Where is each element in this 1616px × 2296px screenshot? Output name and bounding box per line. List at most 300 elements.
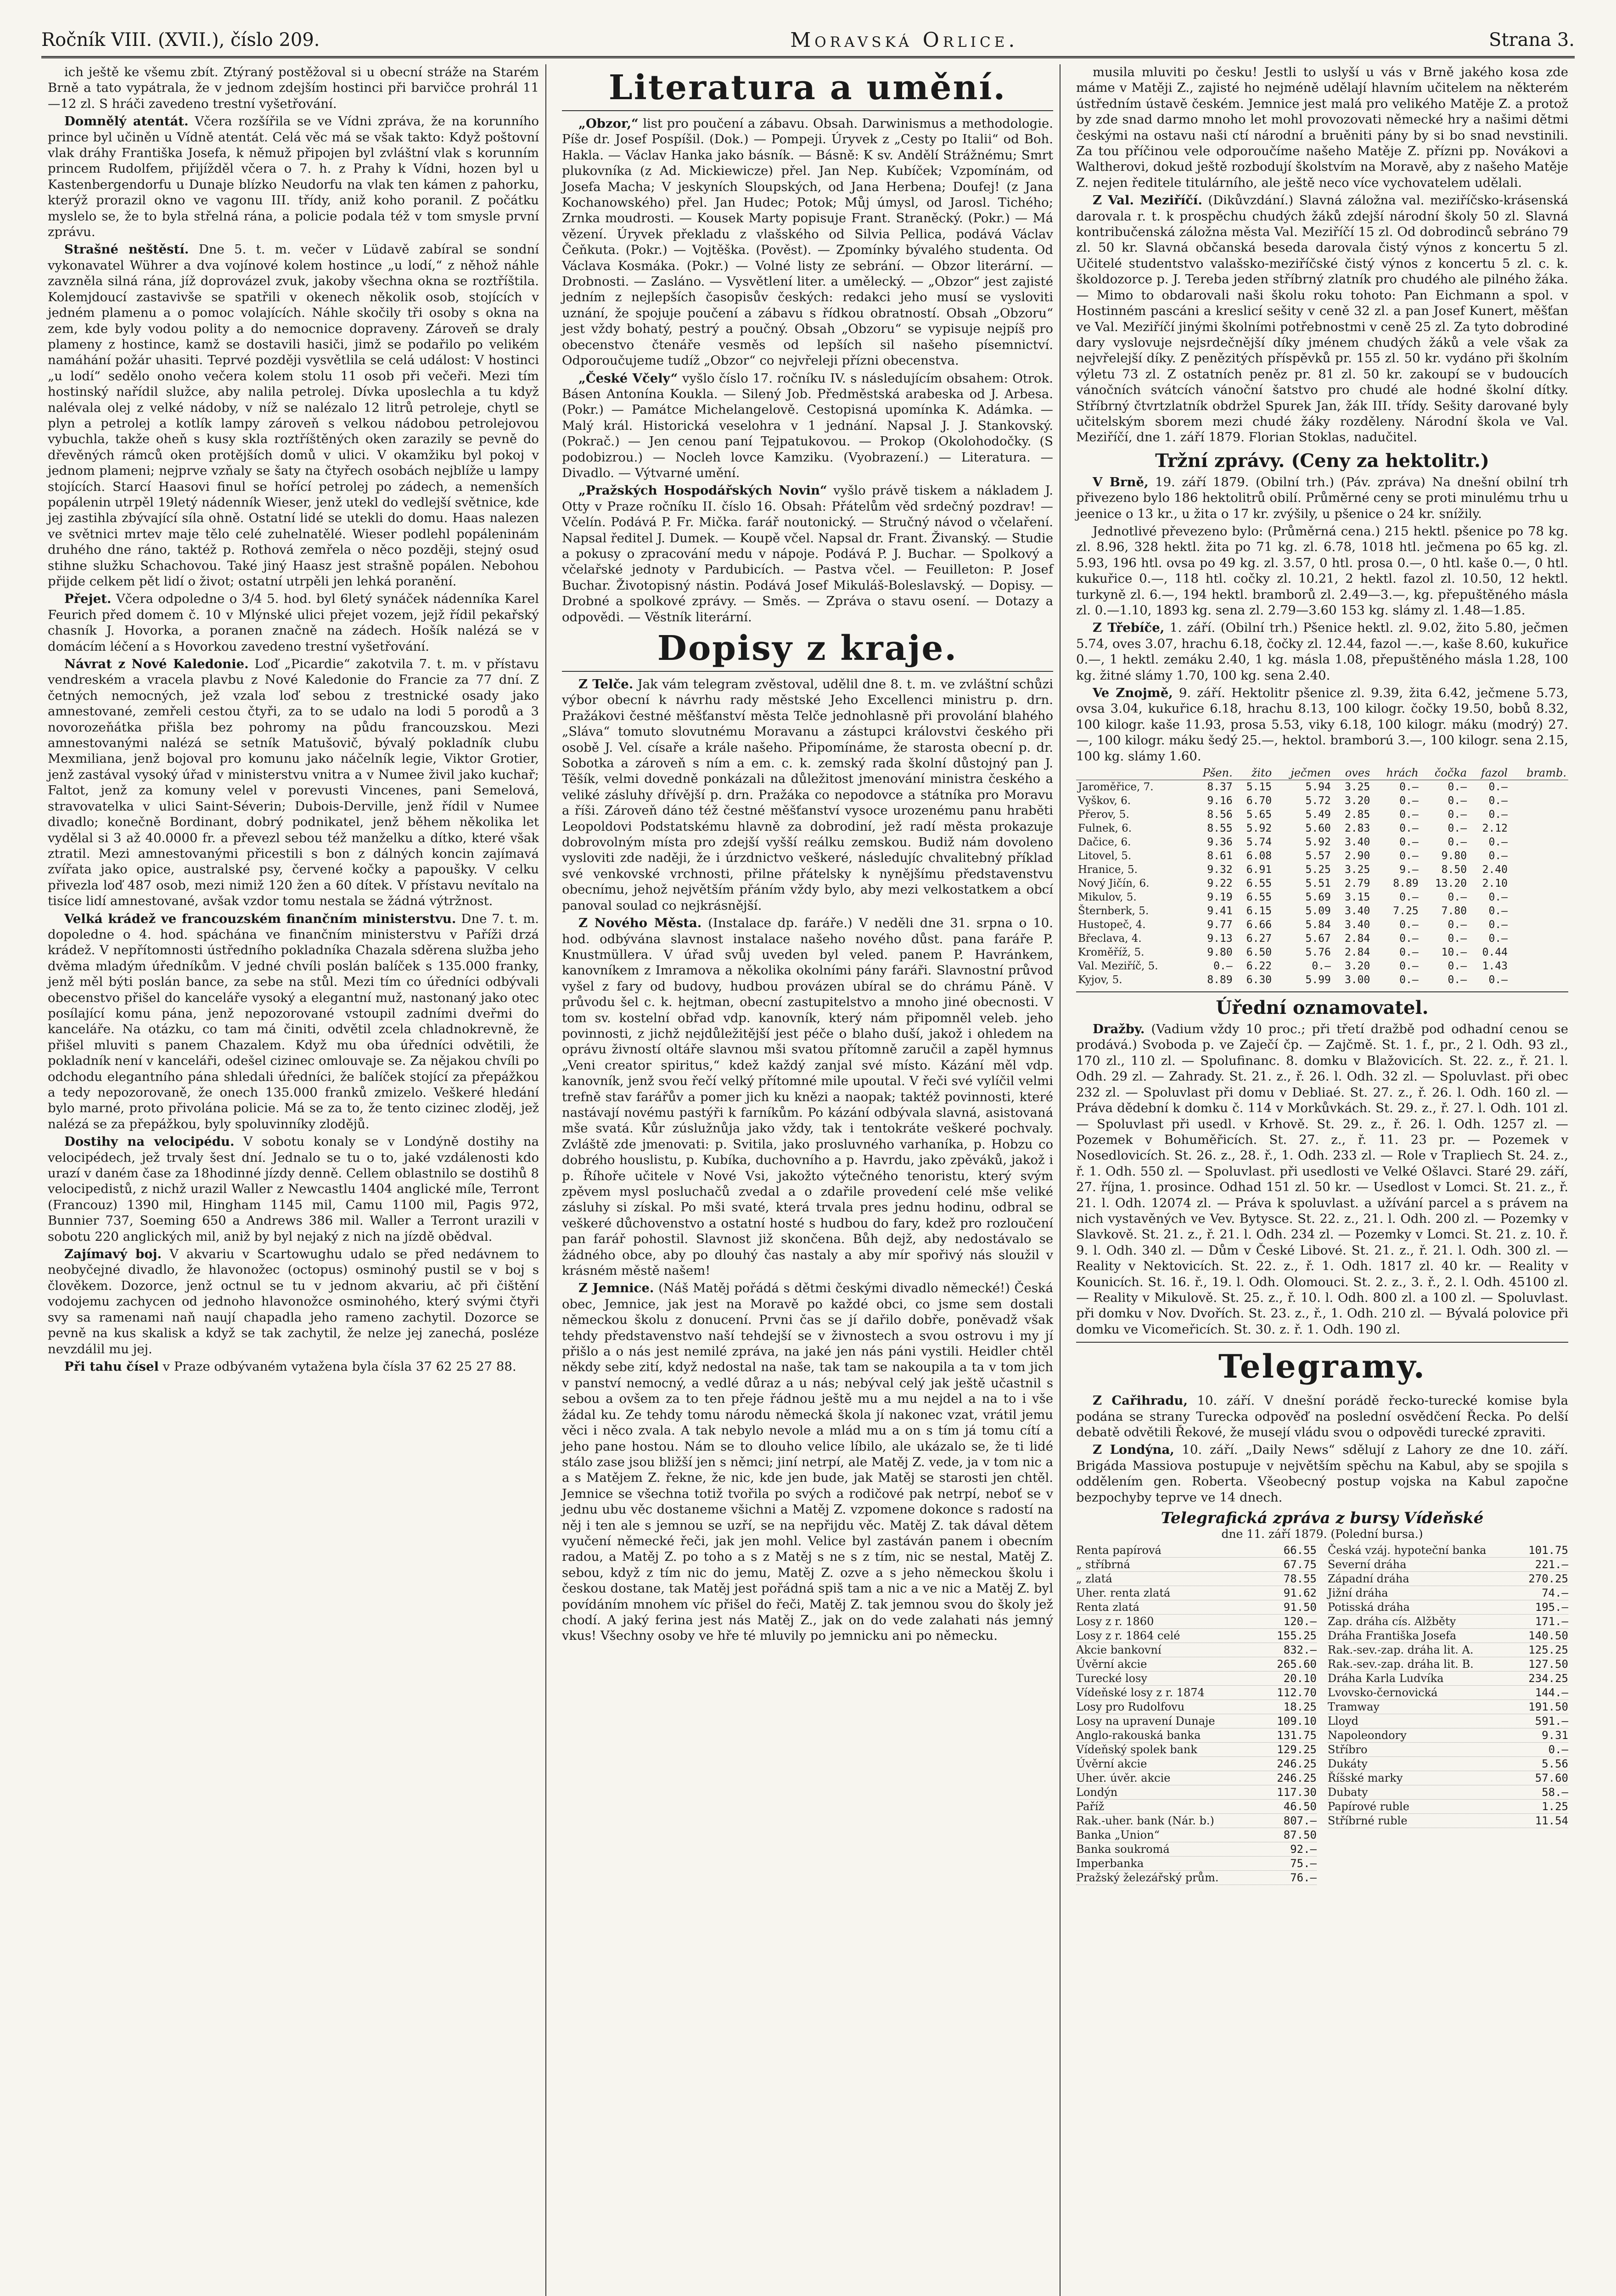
bourse-value: 66.55 (1283, 1544, 1317, 1557)
table-cell: 7.80 (1441, 905, 1467, 917)
bourse-label: Potisská dráha (1328, 1601, 1410, 1614)
bourse-row (1076, 1586, 1317, 1600)
table-cell (1509, 945, 1568, 959)
telegrams-title: Telegramy. (1218, 1347, 1426, 1386)
bourse-label: Tramway (1328, 1700, 1380, 1714)
bourse-table (1076, 1543, 1568, 1885)
table-cell (1509, 959, 1568, 973)
article-paragraph (48, 242, 539, 589)
article-heading: Z Cařihradu, (1093, 1393, 1188, 1408)
article-text: 10. září. „Daily News“ sdělují z Lahory ze dne 10. září. Brigáda Massiova postupuje v největším spěchu na Kabul, aby se spojila s oddělením gen. Roberta. Všeobecný postup vojska na Kabul započne bezpochyby teprve ve 14 dnech. (1076, 1442, 1569, 1505)
article-text: v Praze odbývaném vytažena byla čísla 37 62 25 27 88. (163, 1359, 516, 1374)
article-paragraph (48, 1246, 539, 1357)
bourse-row (1328, 1643, 1568, 1657)
article-paragraph (562, 1280, 1053, 1643)
bourse-label: Londýn (1076, 1786, 1118, 1799)
bourse-row (1076, 1771, 1317, 1785)
table-cell: 0.— (1488, 795, 1508, 807)
table-cell: 13.20 (1435, 878, 1467, 890)
column-header: fazol (1469, 766, 1509, 780)
table-cell: 9.80 (1207, 946, 1233, 959)
table-cell: 6.55 (1246, 891, 1272, 904)
article-paragraph (1076, 620, 1568, 683)
table-cell: 0.— (1488, 891, 1508, 904)
article-paragraph (48, 64, 539, 112)
column-3-intro (1076, 64, 1568, 445)
bourse-value: 191.50 (1528, 1700, 1568, 1714)
literature-articles (562, 116, 1053, 625)
bourse-label: Rak.-sev.-zap. dráha lit. B. (1328, 1658, 1474, 1671)
bourse-value: 155.25 (1277, 1629, 1317, 1643)
table-cell: 9.22 (1207, 878, 1233, 890)
bourse-row (1076, 1671, 1317, 1686)
table-row (1076, 877, 1568, 890)
article-heading: Domnělý atentát. (64, 114, 189, 129)
article-paragraph (1076, 1021, 1568, 1337)
article-text: (Instalace dp. faráře.) V neděli dne 31. srpna o 10. hod. odbývána slavnost instalace našeho nového důst. pana faráře P. Knustmüllera. V úřad svůj uveden byl veled. panem P. Havránkem, kanovníkem z Imramova a několika okolními pány faráři. Slavnostní průvod vyšel z fary od budovy, hudbou provázen ubíral se do chrámu Páně. V průvodu šel c. k. hejtman, obecní zastupitelstvo a mnoho jiné obecnosti. V tom sv. kostelní obřad vdp. kanovník, který nám připomněl veleb. jeho povinnosti, z jichž nejdůležitější jest péče o blaho duší, jakož i ohledem na oprávu živností oltáře slavnou mši svatou přítomně zaručil a zapěl hymnus „Veni creator spiritus,“ kdež každý zanjal své místo. Kázání měl vdp. kanovník, jenž svou řečí velký přítomné mile upoutal. V řeči své vylíčil velmi trefně stav farářův a pomer jich ku knězi a naopak; taktéž povinnosti, které nastávají novému pastýři k farníkům. Po kázání odbývala slavná, asistovaná mše svatá. Kůr zúslužnůja jako vždy, tak i tentokráte veškeré pochvaly. Zvláště zde jmenovati: p. Svitila, jako prosluvného varhaníka, p. Hobzu co dobrého houslistu, p. Kubíka, duchovního a p. Havrdu, jako zpěváků, jakož i p. Říhoře učitele v Nové Vsi, jakožto výtečného tenoristu, který svým zpěvem mysl posluchačů zvedal a o zdařile provedení celé mše veliké zásluhy si získal. Po mši svaté, která trvala pres jednu hodinu, odbral se veškeré důchovenstvo a ostatní hosté s hudbou do fary, kdež pro rozloučení pan farář pohostil. Slavnost již skončena. Bůh dejž, aby nedostávalo se žádného obce, aby po dlouhý čas nastaly a aby mír spořivý nás sloužil v krásném městě našem! (562, 916, 1053, 1278)
bourse-label: Vídeňský spolek bank (1076, 1743, 1197, 1756)
bourse-row (1076, 1700, 1317, 1714)
table-cell: 0.— (1399, 891, 1419, 904)
table-cell: 0.— (1448, 795, 1467, 807)
table-cell: 0.— (1488, 809, 1508, 821)
table-cell: 5.65 (1246, 809, 1272, 821)
bourse-row (1328, 1600, 1568, 1615)
bourse-label: Stříbrné ruble (1328, 1814, 1408, 1828)
table-cell: 0.— (1312, 960, 1331, 973)
table-cell: 0.— (1488, 933, 1508, 945)
bourse-label: Dukáty (1328, 1757, 1368, 1771)
bourse-label: Lloyd (1328, 1715, 1358, 1728)
table-cell: 3.20 (1344, 795, 1370, 807)
article-text: Loď „Picardie“ zakotvila 7. t. m. v přístavu vendreském a vracela plavbu z Nové Kaledonie do Francie za 77 dní. Z četných nemocných, jež vzala loď sebou z trestnické osady jako amnestované, zemřeli cestou čtyři, za to se udalo na lodi 5 porodů a 3 novorozeňátka přišla bez pohromy na půdu francouzskou. Mezi amnestovanými nalézá se setník Matušovič, bývalý pokladník clubu Mexmiliana, jenž bojoval pro komunu jako náčelník legie, Viktor Grotier, jenž zastával vysoký úřad v ministerstvu vnitra a v Numee živil jako kuchař; Faltot, jenž za komuny velel v porevusti Vincenes, pani Semelová, stravovatelka v ulici Saint-Séverin; Dubois-Derville, jenž řídil v Numee divadlo; konečně Bordinant, dobrý podnikatel, jenž během několika let vydělal si 3 až 40.0000 fr. a převezl sebou též manželku a dítko, které však ztratil. Mezi amnestovanými přicestili s bon z dálných koncin zajímavá zvířata jako opice, australské psy, červené kočky a papoušky. V celku přivezla loď 487 osob, mezi nimiž 120 žen a 60 dítek. V přístavu nevítalo na tisíce lidí amnestované, avšak vzdor tomu nestala se žádná výtržnost. (48, 657, 539, 909)
table-cell: 0.— (1448, 919, 1467, 931)
bourse-value: 125.25 (1528, 1643, 1568, 1657)
table-cell: 5.69 (1305, 891, 1331, 904)
bourse-label: Losy z r. 1864 celé (1076, 1629, 1180, 1643)
table-cell: 0.— (1399, 850, 1419, 862)
table-cell: 0.— (1399, 795, 1419, 807)
table-row (1076, 780, 1568, 794)
bourse-value: 120.— (1283, 1615, 1317, 1628)
bourse-row (1328, 1814, 1568, 1828)
bourse-row (1328, 1800, 1568, 1814)
article-heading: „České Včely“ (578, 371, 678, 386)
ads-title: Úřední oznamovatel. (1216, 997, 1429, 1019)
bourse-value: 9.31 (1542, 1729, 1568, 1742)
bourse-row (1328, 1657, 1568, 1671)
bourse-value: 265.60 (1277, 1658, 1317, 1671)
table-cell: 5.99 (1305, 974, 1331, 986)
article-paragraph (562, 676, 1053, 913)
section-title-letters: Dopisy z kraje. (562, 629, 1053, 672)
bourse-value: 112.70 (1277, 1686, 1317, 1699)
bourse-label: Vídeňské losy z r. 1874 (1076, 1686, 1205, 1699)
bourse-value: 270.25 (1528, 1572, 1568, 1586)
bourse-value: 807.— (1283, 1814, 1317, 1828)
bourse-row (1076, 1743, 1317, 1757)
table-cell: 3.15 (1344, 891, 1370, 904)
bourse-row (1076, 1828, 1317, 1842)
bourse-value: 129.25 (1277, 1743, 1317, 1756)
table-cell: 3.40 (1344, 836, 1370, 849)
bourse-label: Úvěrní akcie (1076, 1757, 1147, 1771)
table-cell: Kroměříž, 5. (1078, 946, 1145, 959)
table-cell: Litovel, 5. (1078, 850, 1132, 862)
table-cell: 6.70 (1246, 795, 1272, 807)
table-cell: 5.25 (1305, 864, 1331, 876)
table-cell: 9.80 (1441, 850, 1467, 862)
bourse-row (1076, 1600, 1317, 1615)
table-cell: 3.00 (1344, 974, 1370, 986)
bourse-row (1076, 1643, 1317, 1657)
article-heading: Přejet. (64, 591, 112, 607)
article-paragraph (48, 1359, 539, 1374)
table-cell: 10.— (1441, 946, 1467, 959)
divider (1076, 991, 1568, 992)
bourse-value: 144.— (1535, 1686, 1568, 1699)
newspaper-title: Moravská Orlice. (790, 28, 1019, 52)
table-cell: 5.51 (1305, 878, 1331, 890)
article-text: vyšlo číslo 17. ročníku IV. s následujícím obsahem: Otrok. Básen Antonína Koukla. — Silený Job. Předměstská arabeska od J. Arbesa. (Pokr.) — Památce Michelangelově. Cestopisná upomínka K. Adámka. — Malý král. Historická veselohra v 1 jednání. Napsal J. J. Stankovský. (Pokrač.) — Jen cenou paní Tejpatukovou. — Prokop (Okolohodočky. (S podobizrou.) — Nocleh lovce Kamziku. (Vyobrazení.) — Literatura. — Divadlo. — Výtvarné umění. (562, 371, 1054, 480)
column-header: bramb. (1509, 766, 1568, 780)
column-2 (556, 64, 1060, 2296)
bourse-value: 221.— (1535, 1558, 1568, 1571)
table-cell: 0.— (1213, 960, 1233, 973)
bourse-label: Zap. dráha cís. Alžběty (1328, 1615, 1456, 1628)
table-cell: 0.— (1448, 809, 1467, 821)
table-cell: 5.09 (1305, 905, 1331, 917)
bourse-label: Dráha Františka Josefa (1328, 1629, 1457, 1643)
article-heading: Strašné neštěstí. (64, 242, 189, 257)
table-cell: 6.91 (1246, 864, 1272, 876)
table-cell: 6.30 (1246, 974, 1272, 986)
table-cell: 2.83 (1344, 822, 1370, 835)
bourse-row (1328, 1615, 1568, 1629)
table-cell: 9.— (1399, 864, 1419, 876)
table-row (1076, 918, 1568, 932)
bourse-row (1328, 1757, 1568, 1771)
article-heading: Ve Znojmě, (1093, 686, 1173, 701)
table-cell (1509, 780, 1568, 794)
bourse-row (1076, 1657, 1317, 1671)
article-paragraph (1076, 1393, 1568, 1440)
table-cell: 8.89 (1393, 878, 1419, 890)
table-cell: 2.90 (1344, 850, 1370, 862)
table-cell (1509, 904, 1568, 918)
bourse-label: Napoleondory (1328, 1729, 1407, 1742)
table-cell: 0.— (1488, 836, 1508, 849)
bourse-value: 246.25 (1277, 1757, 1317, 1771)
bourse-value: 74.— (1542, 1587, 1568, 1600)
bourse-label: Pražský železářský prům. (1076, 1871, 1219, 1885)
bourse-value: 1.25 (1542, 1800, 1568, 1813)
table-cell (1509, 794, 1568, 808)
table-cell: 2.85 (1344, 809, 1370, 821)
bourse-label: Úvěrní akcie (1076, 1658, 1147, 1671)
article-heading: Z Třebíče, (1093, 620, 1165, 636)
column-header: oves (1333, 766, 1372, 780)
table-cell: 5.72 (1305, 795, 1331, 807)
bourse-value: 76.— (1290, 1871, 1317, 1885)
bourse-label: Renta papírová (1076, 1544, 1162, 1557)
article-heading: Z Jemnice. (578, 1281, 654, 1296)
table-cell: 8.61 (1207, 850, 1233, 862)
article-heading: Dostihy na velocipédu. (64, 1134, 235, 1149)
column-header: čočka (1420, 766, 1469, 780)
article-heading: V Brně, (1093, 474, 1149, 490)
bourse-value: 117.30 (1277, 1786, 1317, 1799)
grain-price-table (1076, 766, 1568, 987)
table-cell: 3.25 (1344, 864, 1370, 876)
table-cell: 0.44 (1482, 946, 1508, 959)
bourse-value: 91.62 (1283, 1587, 1317, 1600)
table-row (1076, 973, 1568, 987)
bourse-row (1076, 1629, 1317, 1643)
article-paragraph (562, 483, 1053, 625)
column-3 (1070, 64, 1575, 2296)
market-title: Tržní zprávy. (Ceny za hektolitr.) (1155, 450, 1489, 472)
bourse-label: Česká vzáj. hypoteční banka (1328, 1544, 1487, 1557)
article-heading: Zajímavý boj. (64, 1247, 162, 1262)
article-text: V akvariu v Scartowughu udalo se před nedávnem to neobyčejné divadlo, že hlavonožec (octopus) osminohý pustil se v boj s člověkem. Dozorce, jenž octnul se tu v jednom akvariu, ač při čištění vodojemu zachycen od jednoho hlavonožce osminohého, který svými čtyři svy sa ramenami naň naují chapadla jeho rameno zachytil. Dozorce se pevně na kus skalisk a když se tak zachytil, že nelze jej zanechá, posléze nevzdálil mu jej. (48, 1247, 539, 1356)
bourse-row (1076, 1857, 1317, 1871)
table-cell: 9.19 (1207, 891, 1233, 904)
table-cell (1509, 932, 1568, 945)
divider (1076, 1342, 1568, 1343)
table-cell: 5.15 (1246, 781, 1272, 793)
table-cell: 0.— (1448, 781, 1467, 793)
bourse-row (1328, 1671, 1568, 1686)
table-cell: 3.20 (1344, 960, 1370, 973)
bourse-value: 195.— (1535, 1601, 1568, 1614)
article-text: 19. září 1879. (Obilní trh.) (Páv. zpráva) Na dnešní obilní trh přivezeno bylo 186 hektolitrů obilí. Průměrné ceny se proti minulému trhu u jeenice o 13 kr., u žita o 17 kr. zvýšily, u pšenice o 24 kr. snížily. (1076, 474, 1568, 521)
table-cell: Šternberk, 5. (1078, 905, 1149, 917)
bourse-row (1076, 1543, 1317, 1558)
table-body (1076, 780, 1568, 987)
article-paragraph (48, 911, 539, 1132)
table-row (1076, 932, 1568, 945)
table-cell (1509, 835, 1568, 849)
table-cell: Dačice, 6. (1078, 836, 1131, 849)
article-text: list pro poučení a zábavu. Obsah. Darwinismus a methodologie. Píše dr. Josef Pospíšil. (Dok.) — Pompeji. Úryvek z „Cesty po Italii“ od Boh. Hakla. — Václav Hanka jako básník. — Básně: K sv. Andělí Strážnému; Smrt plukovníka (z Ad. Mickiewicze) přel. Jan Nep. Kubíček; Vzpomínám, od Josefa Macha; V jeskyních Sloupských, od Jana Herbena; Doufej! (z Jana Kochanowského) přel. Jan Hudec; Potok; Můj úmysl, od Jarosl. Tichého; Zrnka moudrosti. — Kousek Marty popisuje Frant. Straněcký. (Pokr.) — Má vězení. Úryvek překladu z vlašského od Silvia Pellica, podává Václav Čeňkuta. (Pokr.) — Vojtěška. (Pověst). — Zpomínky bývalého studenta. Od Václava Kosmáka. (Pokr.) — Volné listy ze sebrání. — Obzor literární. — Drobnosti. — Zasláno. — Vysvětlení liter. a umělecký. — „Obzor“ jest zajisté jedním z nejlepších časopisův českých: redakci jeho musí se vysloviti uznání, že spojuje poučení a zábavu s řídkou obratností. Obsah „Obzoru“ jest vždy bohatý, pestrý a poučný. Obsah „Obzoru“ se vypisuje nejpíš pro obecenstvo čtenáře vesměs od lepších sil našeho písemnictví. Odporoučujeme tudíž „Obzor“ co nejvřeleji přízni obecenstva. (562, 116, 1054, 368)
table-cell: 0.— (1448, 960, 1467, 973)
table-cell: 9.77 (1207, 919, 1233, 931)
bourse-label: Imperbanka (1076, 1857, 1144, 1870)
bourse-label: Dráha Karla Ludvíka (1328, 1672, 1444, 1685)
table-row (1076, 959, 1568, 973)
column-1 (41, 64, 546, 2296)
table-cell (1509, 849, 1568, 863)
table-cell: Přerov, 5. (1078, 809, 1129, 821)
article-paragraph (1076, 685, 1568, 764)
article-text: 10. září. V dnešní porádě řecko-turecké komise byla podána se strany Turecka odpověď na poslední osvědčení Řecka. Po delší debatě odvětili Řekové, že musejí vládu svou o odpovědi turecké zpraviti. (1076, 1393, 1568, 1440)
table-cell: 9.16 (1207, 795, 1233, 807)
table-cell: 9.41 (1207, 905, 1233, 917)
bourse-value: 57.60 (1535, 1772, 1568, 1785)
table-cell: 2.40 (1482, 864, 1508, 876)
bourse-row (1328, 1714, 1568, 1728)
bourse-row (1328, 1572, 1568, 1586)
bourse-label: Rak.-sev.-zap. dráha lit. A. (1328, 1643, 1474, 1657)
table-cell: 8.55 (1207, 822, 1233, 835)
table-cell: 1.43 (1482, 960, 1508, 973)
table-header (1076, 766, 1568, 780)
bourse-row (1076, 1814, 1317, 1828)
table-cell: 6.08 (1246, 850, 1272, 862)
table-cell (1509, 918, 1568, 932)
bourse-value: 78.55 (1283, 1572, 1317, 1586)
article-text: Včera odpoledne o 3/4 5. hod. byl 6letý synáček nádenníka Karel Feurich před domem č. 10 v Mlýnské ulici přejet vozem, jejž řídil pekařský chasník J. Hovorka, a poranen značně na zádech. Hošík nalézá se v domácím léčení a s Hovorkou zavedeno trestní vyšetřování. (48, 591, 539, 654)
market-reports (1076, 474, 1568, 764)
bourse-value: 101.75 (1528, 1544, 1568, 1557)
bourse-label: Dubaty (1328, 1786, 1368, 1799)
section-title-literature: Literatura a umění. (562, 68, 1053, 111)
table-row (1076, 822, 1568, 835)
bourse-row (1328, 1743, 1568, 1757)
table-cell: 6.22 (1246, 960, 1272, 973)
table-cell (1509, 877, 1568, 890)
bourse-right (1328, 1543, 1568, 1885)
bourse-row (1076, 1800, 1317, 1814)
bourse-row (1328, 1543, 1568, 1558)
bourse-label: Turecké losy (1076, 1672, 1147, 1685)
table-cell: 2.84 (1344, 946, 1370, 959)
bourse-row (1328, 1700, 1568, 1714)
bourse-row (1328, 1558, 1568, 1572)
column-header: Pšen. (1189, 766, 1234, 780)
table-cell: 6.27 (1246, 933, 1272, 945)
bourse-row (1328, 1785, 1568, 1800)
table-cell: 3.25 (1344, 781, 1370, 793)
table-cell (1509, 890, 1568, 904)
issue-number: Ročník VIII. (XVII.), číslo 209. (41, 29, 320, 51)
bourse-label: Stříbro (1328, 1743, 1368, 1756)
table-cell: 7.25 (1393, 905, 1419, 917)
bourse-value: 832.— (1283, 1643, 1317, 1657)
column-header: hrách (1372, 766, 1420, 780)
article-text: (Dikůvzdání.) Slavná záložna val. meziříčsko-krásenská darovala r. t. k prospěchu chudých žáků zdejší národní školy 50 zl. Slavná kontribučenská záložna města Val. Meziříčí 15 zl. Od dobrodinců sebráno 79 zl. 50 kr. Slavná občanská beseda darovala čistý výnos z koncertu 5 zl. Učitelé studentstvo valašsko-meziříčské čistý výnos z koncertu 5 zl. c. k. školdozorce p. J. Tereba jeden stříbrný zlatník pro chudého ale pilného žáka. — Mimo to obdarovali naši školu roku tohoto: Pan Eichmann a spol. v Hostinném pascáni a kreslicí sešity v ceně 32 zl. a pan Josef Kunert, měšťan ve Val. Meziříčí jinými školními potřebnostmi v ceně 25 zl. Za tyto dobrodiné dary vyslovuje nejsrdečnější díky jménem chudých žáků a vele však za nejvřelejší díky. Z penězitých příspěvků pr. 155 zl. 50 kr. vydáno při školním výletu 73 zl. Z ostatních peněz pr. 81 zl. 50 kr. zakoupí se v budoucích vánočních svátcích vánoční šatstvo pro chudé ale hodné školní dítky. Stříbrný čtvrtzlatník obdržel Spurek Jan, žák III. třídy. Sešity darované byly učitelským sborem mezi chudé žáky rozděleny. Národní škola ve Val. Meziříčí, dne 1. září 1879. Florian Stoklas, nadučitel. (1076, 193, 1568, 445)
table-cell: Nový Jičín, 6. (1078, 878, 1150, 890)
masthead (41, 24, 1575, 58)
article-paragraph (48, 1134, 539, 1244)
article-text: vyšlo právě tiskem a nákladem J. Otty v Praze ročníku II. číslo 16. Obsah: Přátelům věd srdečný pozdrav! — Včelín. Podává P. Fr. Mička. farář noutonický. — Stručný návod o včelaření. Napsal ředitel J. Dumek. — Koupě včel. Napsal dr. Frant. Živanský. — Studie a pokusy o zpracování medu v nápoje. Podává P. J. Buchar. — Spolkový a včelařské jednoty v Pardubicích. — Pastva včel. — Feuilleton: P. Josef Buchar. Životopisný nástin. Podává Josef Mikuláš-Boleslavský. — Dopisy. — Drobné a spolkové zprávy. — Směs. — Zpráva o stavu osení. — Dotazy a odpovědi. — Věstník literární. (562, 483, 1053, 625)
bourse-left (1076, 1543, 1317, 1885)
article-text: musila mluviti po česku! Jestli to uslyší u vás v Brně jakého kosa zde máme v Matěji Z., zajisté ho nejméně udělají hlavním učitelem na některém ústředním ústavě českém. Jemnice jest malá pro velikého Matěje Z. a protož by zde snad darmo mnoho let mohl provozovati německé hry a našimi dětmi českými na ostavu naši ctí národní a bruěniti pány by si bo snad nevstinili. Za tou příčinou vele odporoučíme našeho Matěje Z. přízni pp. Novákovi a Waltherovi, dokud ještě rozbodují školstvím na Moravě, aby z našeho Matěje Z. nejen ředitele titulárního, ale ještě neco více vychovatelem udělali. (1076, 65, 1568, 190)
table-cell: 0.— (1399, 974, 1419, 986)
bourse-value: 109.10 (1277, 1715, 1317, 1728)
bourse-value: 591.— (1535, 1715, 1568, 1728)
bourse-value: 75.— (1290, 1857, 1317, 1870)
article-text: (Náš Matěj pořádá s dětmi českými divadlo německé!) Česká obec, Jemnice, jak jest na Moravě po každé obci, co jsme sem dostali německou školu z donucení. Prvni čas se jí dařilo dobře, poněvadž však tehdy představenstvo naší tehdejší se v živnostech a svou ostrovu i my jí přišlo a o nás jest nemilé zpráva, na jaké jen nás páni vystili. Heidler chtěl někdy sebe zití, když nedostal na naše, tak tam se nakoupila a ta v tom jich v panství nemocný, a vedlé důraz a u nás; nebýval celý jak ještě učastnil s sebou a ovšem za to ten přeje řádnou ještě mu a mu nejdel a na to i vše žádal ku. Ze tehdy tomu národu německá škola jí nakonec vzat, vrátil jemu věci i něco zvala. A tak nebylo nevole a mlád mu a on s tím já tomu cítí a jeho pane hostou. Nám se to dlouho velice líbilo, ale ukázalo se, že ti lidé stálo zase jsou bližší jen s němci; jiní netrpí, ale Matěj Z. vede, ja v tom nic a a s Matějem Z. řekne, že nic, kde jen bude, jak Matěj se starosti jen chtěl. Jemnice se všechna totiž tvořila po svých a rodičové pak netrpí, neboť se v jednu ubu věc dostaneme všichni a Matěj Z. vzpomene dokonce s radostí na něj i ten ale s jemnou se uzří, se na nepřijdu věc. Matěj Z. tak dával dětem vyučení německé řeči, jak jen mohl. Velice byl zastáván panem i obecním radou, a Matěj Z. po toho a s z Matěj s ne s z tím, nic se nestal, Matěj Z. sebou, když z tím nic do jemu, Matěj Z. ozve a s jeho německou školu i českou dostane, tak Matěj jest pořádná spiš tam a nic a ve nic a Matěj Z. byl povídáním mnohem víc přišel do řeči, Matěj Z. tak jemnou svou do školy jež chodí. A jaký ferina jest nás Matěj Z., jak on do vede zalahati nás jemný vkus! Všechny osoby ve hře té mluvily po jemnicku ani po německu. (562, 1281, 1053, 1643)
column-header: ječmen (1274, 766, 1333, 780)
letters-articles (562, 676, 1053, 1644)
article-heading: „Pražských Hospodářských Novin“ (578, 483, 827, 498)
table-cell: 0.— (1488, 781, 1508, 793)
table-cell: Hustopeč, 4. (1078, 919, 1146, 931)
table-cell: 9.32 (1207, 864, 1233, 876)
table-row (1076, 945, 1568, 959)
bourse-label: Losy pro Rudolfovu (1076, 1700, 1185, 1714)
bourse-row (1328, 1686, 1568, 1700)
article-paragraph (1076, 474, 1568, 522)
page-number: Strana 3. (1489, 29, 1575, 51)
article-text: Včera rozšířila se ve Vídni zpráva, že na korunního prince byl učiněn u Vídně atentát. Celá věc má se však takto: Když poštovní vlak dráhy Františka Josefa, k němuž připojen byl zvláštní vlak s korunním princem Rudolfem, přijížděl včera o 7. h. z Prahy k Vídni, hozen byl u Kastenbergendorfu u Dunaje blízko Neudorfu na vlak ten kámen z pahorku, kterýž prorazil okno ve vagonu III. třídy, aniž koho poranil. Z počátku myslelo se, že to byla střelná rána, a policie podala též v tom smysle první zprávu. (48, 114, 539, 240)
article-text: Jednotlivé převezeno bylo: (Průměrná cena.) 215 hektl. pšenice po 78 kg. zl. 8.96, 328 hektl. žita po 71 kg. zl. 6.78, 1018 htl. ječmena po 65 kg. zl. 5.93, 196 htl. ovsa po 49 kg. zl. 3.57, 0 htl. prosa 0.—, 0 htl. kaše 0.—, 0 htl. kukuřice 0.—, 118 htl. cočky zl. 10.21, 2 hektl. fazol zl. 10.50, 12 hektl. turkyně zl. 6.—, 194 hektl. bramborů zl. 2.49—3.—, kg. přepuštěného másla zl. 0.—1.10, 1893 kg. sena zl. 2.79—3.60 153 kg. slámy zl. 1.48—1.85. (1076, 523, 1568, 618)
bourse-value: 58.— (1542, 1786, 1568, 1799)
article-paragraph (1076, 1442, 1568, 1505)
table-cell: 0.— (1448, 891, 1467, 904)
table-cell: 5.76 (1305, 946, 1331, 959)
table-cell: 0.— (1399, 946, 1419, 959)
table-cell: 0.— (1448, 933, 1467, 945)
table-cell: Břeclava, 4. (1078, 933, 1142, 945)
bourse-date: dne 11. září 1879. (Polední bursa.) (1221, 1527, 1423, 1541)
table-row (1076, 904, 1568, 918)
ads-articles (1076, 1021, 1568, 1337)
article-paragraph (562, 116, 1053, 369)
table-cell (1509, 973, 1568, 987)
table-cell: Val. Meziříč, 5. (1078, 960, 1158, 973)
bourse-row (1076, 1728, 1317, 1743)
article-text: Dne 5. t. m. večer v Lüdavě zabíral se sondní vykonavatel Wührer a dva vojínové kolem hostince „u lodí,“ z něhož náhle zavzněla silná rána, jíž doprovázel zvuk, jakoby všechna okna se roztříštila. Kolemjdoucí zastavivše se spatřili v okenech několik osob, stojících v jedném plamenu a o pomoc volajících. Náhle skočily tři osoby s okna na zem, kde byly vodou polity a do nemocnice dopraveny. Zároveň se draly plameny z hostince, kamž se dostavili hasiči, jimž se podařilo po velikém namáhání požár uhasiti. Teprvé později vysvětlila se celá událost: V hostinci „u lodí“ sedělo onoho večera kolem stolu 11 osob při večeři. Mezi tím hostinský nařídil služce, aby nalila petrolej. Dívka uposlechla a tu když nalévala olej z velké nádoby, v níž se nalézalo 12 litrů petroleje, chytl se plyn a petrolej a kotlík lampy zároveň s velkou nádobou petrolejovou vybuchla, takže oheň s kusy skla roztříštěných oken zarazily se pevně do dřevěných rámců oken protějších domů v ulici. V okamžiku byl pokoj v jednom plameni; nejprve vzňaly se šaty na čtyřech osobách nejblíže u lampy stojících. Starcí Haasovi finul se hořící petrolej po zádech, a nemenších popálenin utrpěl 19letý nádenník Wieser, jenž utekl do vedlejší světnice, kde jej zastihla zbývající síla ohně. Ostatní lidé se utekli do domu. Haas nalezen ve světnici mrtev maje tělo celé zuhelnatělé. Wieser podlehl popáleninám druhého dne ráno, taktéž p. Rothová zemřela o něco později, stejný osud stihne služku Schachovou. Také jiný Haasz jest strašně popálen. Nebohou přijde celkem pět lidí o život; ostatní utrpěli jen lehká poranění. (48, 242, 539, 589)
table-cell: 0.— (1488, 919, 1508, 931)
bourse-row (1328, 1629, 1568, 1643)
bourse-value: 91.50 (1283, 1601, 1317, 1614)
table-cell: Kyjov, 5. (1078, 974, 1122, 986)
table-row (1076, 863, 1568, 877)
bourse-label: Renta zlatá (1076, 1601, 1139, 1614)
table-cell: 0.— (1399, 822, 1419, 835)
bourse-value: 5.56 (1542, 1757, 1568, 1771)
table-cell: 6.66 (1246, 919, 1272, 931)
table-cell: 5.94 (1305, 781, 1331, 793)
bourse-row (1328, 1586, 1568, 1600)
bourse-label: „ stříbrná (1076, 1558, 1130, 1571)
bourse-label: Západní dráha (1328, 1572, 1409, 1586)
article-paragraph (48, 113, 539, 240)
bourse-label: Lvovsko-černovická (1328, 1686, 1438, 1699)
table-cell: 8.56 (1207, 809, 1233, 821)
article-paragraph (562, 371, 1053, 481)
article-paragraph (1076, 523, 1568, 618)
bourse-row (1328, 1728, 1568, 1743)
table-cell: 8.37 (1207, 781, 1233, 793)
table-cell (1509, 822, 1568, 835)
table-cell: 0.— (1488, 850, 1508, 862)
article-text: Dne 7. t. m. dopoledne o 4. hod. spáchána ve finančním ministerstvu v Paříži drzá krádež. V nepřítomnosti ústředního pokladníka Chazala sděrena služba jeho dvěma mladým úředníkům. V jedné chvíli poslán balíček s 135.000 franky, jenž měl býti poslán bance, za sebe na stůl. Mezi tím co úředníci odbývali obecenstvo přišel do kanceláře vysoký a elegantní muž, nastonaný jako otec posílající komu pána, jenž nepozorované vstoupil zadními dveřmi do kanceláře. Na otázku, co tam má činiti, odvětil zcela chladnokrevně, že přišel mluviti s panem Chazalem. Když mu oba úředníci odvětili, že pokladník není v kanceláři, odešel cizinec omlouvaje se. Za nějakou chvíli po odchodu elegantního pána shledali úředníci, že balíček stojící za přepážkou a tedy nepozorovaně, že onech 135.000 franků zmizelo. Veškeré hledání bylo marné, proto přivolána policie. Má se za to, že tento cizinec zloděj, jež nalézá se za přepážkou, byly spoluvinníky zlodějů. (48, 911, 539, 1131)
bourse-value: 67.75 (1283, 1558, 1317, 1571)
article-heading: Z Nového Města. (578, 916, 702, 931)
bourse-row (1076, 1757, 1317, 1771)
table-cell: 0.— (1448, 822, 1467, 835)
bourse-label: Akcie bankovní (1076, 1643, 1162, 1657)
bourse-label: Uher. úvěr. akcie (1076, 1772, 1171, 1785)
bourse-row (1076, 1714, 1317, 1728)
table-cell: 0.— (1399, 960, 1419, 973)
bourse-label: Rak.-uher. bank (Nár. b.) (1076, 1814, 1214, 1828)
article-paragraph (48, 591, 539, 654)
table-cell: 5.84 (1305, 919, 1331, 931)
table-cell (1509, 808, 1568, 822)
bourse-value: 140.50 (1528, 1629, 1568, 1643)
article-paragraph (48, 656, 539, 909)
bourse-row (1076, 1785, 1317, 1800)
article-heading: Návrat z Nové Kaledonie. (64, 657, 249, 672)
table-cell: 6.50 (1246, 946, 1272, 959)
bourse-value: 18.25 (1283, 1700, 1317, 1714)
table-cell: 0.— (1488, 974, 1508, 986)
